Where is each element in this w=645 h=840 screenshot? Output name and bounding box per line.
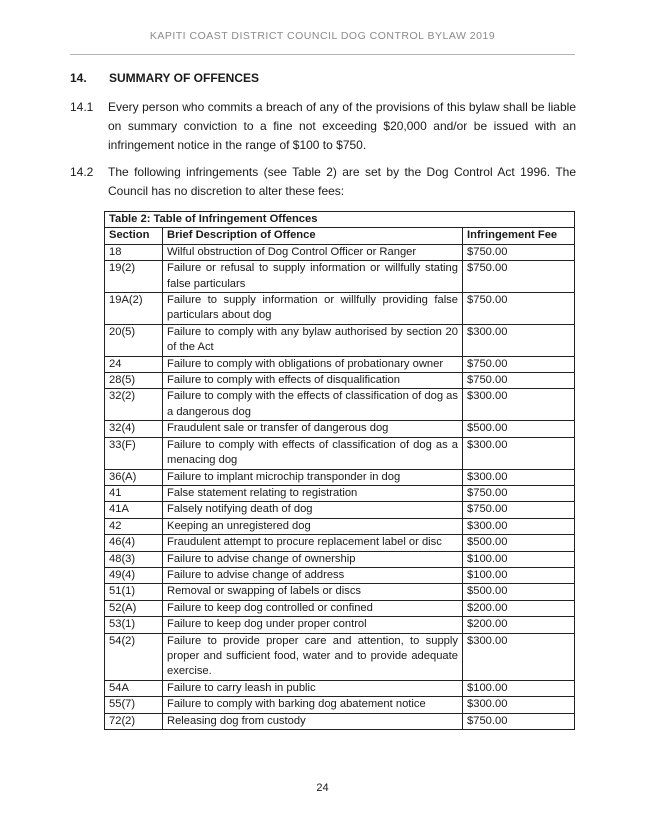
section-cell: 52(A) — [105, 600, 163, 616]
fee-cell: $300.00 — [463, 697, 575, 713]
paragraph-text: The following infringements (see Table 2) are set by the Dog Control Act 1996. The Council has no discretion to alter these fees: — [108, 165, 576, 198]
table-row — [105, 600, 575, 616]
column-header-section: Section — [105, 228, 163, 244]
description-cell: Keeping an unregistered dog — [163, 518, 463, 534]
fee-cell: $300.00 — [463, 518, 575, 534]
description-cell: False statement relating to registration — [163, 485, 463, 501]
fee-cell: $100.00 — [463, 551, 575, 567]
table-row — [105, 584, 575, 600]
description-cell: Failure to implant microchip transponder in dog — [163, 469, 463, 485]
section-number: 14. — [70, 71, 87, 85]
description-cell: Failure to advise change of address — [163, 567, 463, 583]
paragraph-number: 14.2 — [70, 165, 94, 179]
description-cell: Failure to advise change of ownership — [163, 551, 463, 567]
table-row — [105, 551, 575, 567]
fee-cell: $500.00 — [463, 421, 575, 437]
table-row — [105, 713, 575, 729]
table-row — [105, 567, 575, 583]
description-cell: Releasing dog from custody — [163, 713, 463, 729]
fee-cell: $750.00 — [463, 713, 575, 729]
table-row — [105, 356, 575, 372]
section-cell: 20(5) — [105, 324, 163, 356]
table-row — [105, 324, 575, 356]
paragraph-text: Every person who commits a breach of any of the provisions of this bylaw shall be liable on summary conviction to a fine not exceeding $20,000 and/or be issued with an infringement notice in the range of $100 to $750. — [108, 100, 576, 152]
section-cell: 32(2) — [105, 389, 163, 421]
description-cell: Wilful obstruction of Dog Control Officer or Ranger — [163, 244, 463, 260]
description-cell: Failure to comply with obligations of probationary owner — [163, 356, 463, 372]
section-cell: 53(1) — [105, 617, 163, 633]
description-cell: Failure to keep dog under proper control — [163, 617, 463, 633]
section-cell: 41A — [105, 502, 163, 518]
section-cell: 72(2) — [105, 713, 163, 729]
paragraph-number: 14.1 — [70, 100, 94, 114]
section-cell: 36(A) — [105, 469, 163, 485]
description-cell: Fraudulent sale or transfer of dangerous dog — [163, 421, 463, 437]
section-cell: 54A — [105, 680, 163, 696]
fee-cell: $100.00 — [463, 680, 575, 696]
section-cell: 18 — [105, 244, 163, 260]
fee-cell: $500.00 — [463, 584, 575, 600]
section-cell: 19(2) — [105, 261, 163, 293]
description-cell: Fraudulent attempt to procure replacement label or disc — [163, 535, 463, 551]
section-cell: 42 — [105, 518, 163, 534]
fee-cell: $100.00 — [463, 567, 575, 583]
table-row — [105, 485, 575, 501]
running-header: KAPITI COAST DISTRICT COUNCIL DOG CONTROL BYLAW 2019 — [149, 30, 496, 42]
header-divider — [70, 54, 575, 55]
table-row — [105, 535, 575, 551]
table-row — [105, 437, 575, 469]
description-cell: Failure to comply with barking dog abatement notice — [163, 697, 463, 713]
section-cell: 33(F) — [105, 437, 163, 469]
section-cell: 54(2) — [105, 633, 163, 680]
fee-cell: $300.00 — [463, 389, 575, 421]
description-cell: Failure to provide proper care and attention, to supply proper and sufficient food, water and to provide adequate exercise. — [163, 633, 463, 680]
fee-cell: $750.00 — [463, 293, 575, 325]
table-row — [105, 518, 575, 534]
section-title: SUMMARY OF OFFENCES — [109, 71, 260, 85]
section-cell: 48(3) — [105, 551, 163, 567]
section-cell: 32(4) — [105, 421, 163, 437]
description-cell: Failure to comply with the effects of classification of dog as a dangerous dog — [163, 389, 463, 421]
fee-cell: $200.00 — [463, 600, 575, 616]
fee-cell: $750.00 — [463, 502, 575, 518]
description-cell: Falsely notifying death of dog — [163, 502, 463, 518]
description-cell: Removal or swapping of labels or discs — [163, 584, 463, 600]
table-row — [105, 617, 575, 633]
fee-cell: $300.00 — [463, 469, 575, 485]
description-cell: Failure to carry leash in public — [163, 680, 463, 696]
column-header-description: Brief Description of Offence — [163, 228, 463, 244]
description-cell: Failure to comply with effects of disqualification — [163, 373, 463, 389]
section-cell: 51(1) — [105, 584, 163, 600]
table-row — [105, 293, 575, 325]
section-cell: 55(7) — [105, 697, 163, 713]
description-cell: Failure to supply information or willfully providing false particulars about dog — [163, 293, 463, 325]
table-row — [105, 421, 575, 437]
table-caption: Table 2: Table of Infringement Offences — [105, 212, 575, 228]
fee-cell: $200.00 — [463, 617, 575, 633]
description-cell: Failure to keep dog controlled or confined — [163, 600, 463, 616]
description-cell: Failure or refusal to supply information or willfully stating false particulars — [163, 261, 463, 293]
table-row — [105, 502, 575, 518]
table-row — [105, 680, 575, 696]
page-number: 24 — [316, 782, 329, 794]
infringement-table — [104, 211, 575, 730]
section-cell: 41 — [105, 485, 163, 501]
table-row — [105, 469, 575, 485]
table-body — [105, 244, 575, 729]
table-row — [105, 697, 575, 713]
section-cell: 28(5) — [105, 373, 163, 389]
fee-cell: $750.00 — [463, 261, 575, 293]
section-cell: 49(4) — [105, 567, 163, 583]
table-row — [105, 389, 575, 421]
fee-cell: $750.00 — [463, 373, 575, 389]
fee-cell: $300.00 — [463, 437, 575, 469]
fee-cell: $500.00 — [463, 535, 575, 551]
description-cell: Failure to comply with any bylaw authorised by section 20 of the Act — [163, 324, 463, 356]
fee-cell: $300.00 — [463, 633, 575, 680]
section-cell: 46(4) — [105, 535, 163, 551]
fee-cell: $300.00 — [463, 324, 575, 356]
table-row — [105, 633, 575, 680]
table-row — [105, 373, 575, 389]
table-row — [105, 261, 575, 293]
section-cell: 19A(2) — [105, 293, 163, 325]
column-header-fee: Infringement Fee — [463, 228, 575, 244]
fee-cell: $750.00 — [463, 485, 575, 501]
fee-cell: $750.00 — [463, 356, 575, 372]
fee-cell: $750.00 — [463, 244, 575, 260]
section-cell: 24 — [105, 356, 163, 372]
table-row — [105, 244, 575, 260]
description-cell: Failure to comply with effects of classification of dog as a menacing dog — [163, 437, 463, 469]
